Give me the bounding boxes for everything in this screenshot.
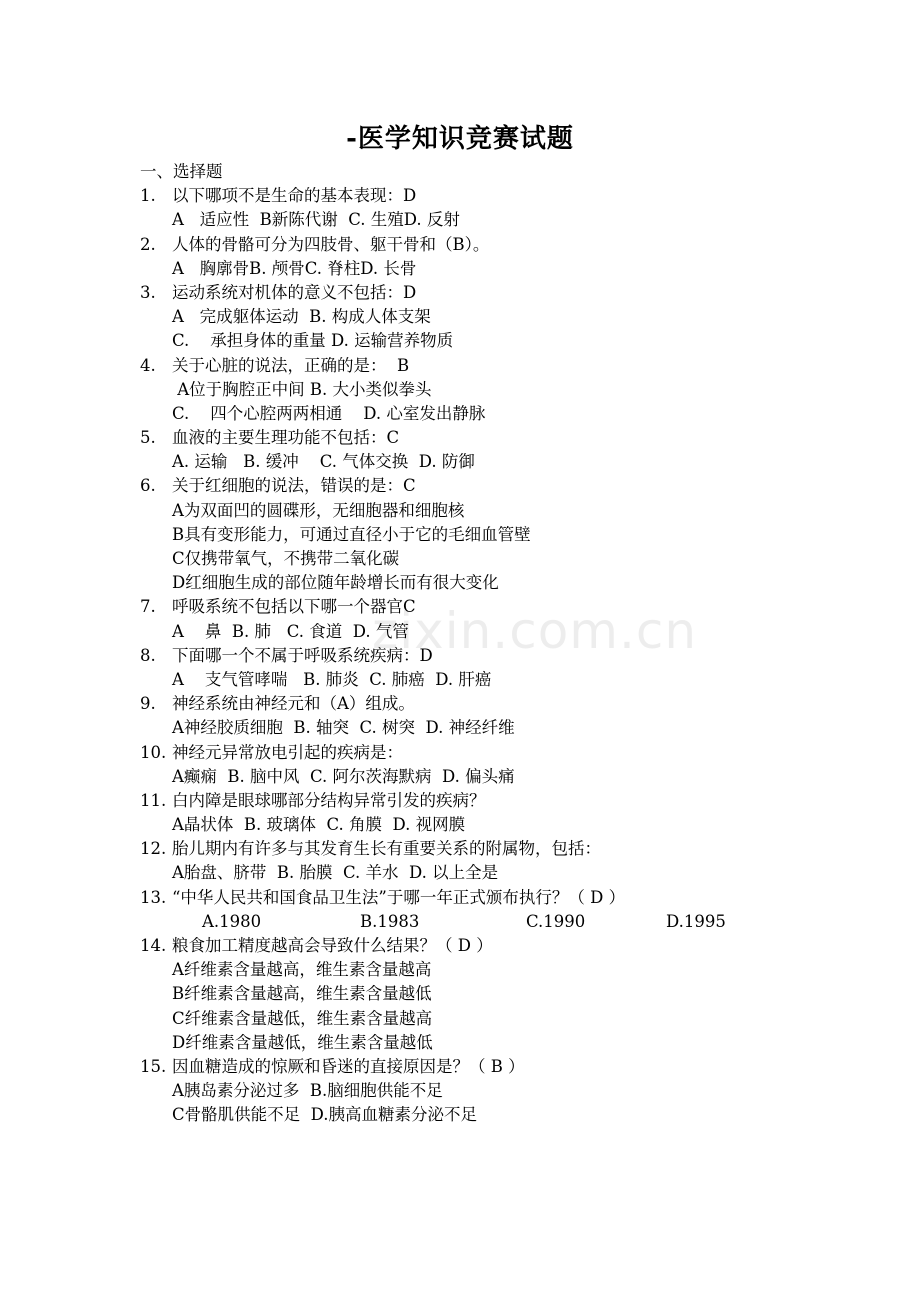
question-line xyxy=(140,474,860,498)
question-number: 8. xyxy=(140,645,156,665)
question-number: 15. xyxy=(140,1056,167,1076)
option-line xyxy=(140,910,860,934)
option-line: A纤维素含量越高，维生素含量越高 xyxy=(172,960,432,980)
question-line xyxy=(140,426,860,450)
question-line xyxy=(140,281,860,305)
section-heading: 一、选择题 xyxy=(140,162,223,181)
option-item: D.1995 xyxy=(666,911,726,931)
question-text: 呼吸系统不包括以下哪一个器官C xyxy=(172,597,416,617)
option-line: A癫痫 B. 脑中风 C. 阿尔茨海默病 D. 偏头痛 xyxy=(172,766,515,786)
question-text: 胎儿期内有许多与其发育生长有重要关系的附属物，包括： xyxy=(172,839,601,859)
watermark: zixin.com.cn xyxy=(372,602,698,660)
question-text: 因血糖造成的惊厥和昏迷的直接原因是？（ B ） xyxy=(172,1056,525,1076)
question-text: 运动系统对机体的意义不包括：D xyxy=(172,282,417,302)
question-text: 以下哪项不是生命的基本表现：D xyxy=(172,186,417,206)
question-line xyxy=(140,692,860,716)
option-line: A. 运输 B. 缓冲 C. 气体交换 D. 防御 xyxy=(172,452,475,472)
option-item: B.1983 xyxy=(360,911,420,931)
question-number: 11. xyxy=(140,790,167,810)
option-line: A 完成躯体运动 B. 构成人体支架 xyxy=(172,307,431,327)
option-line: A 胸廓骨B. 颅骨C. 脊柱D. 长骨 xyxy=(172,258,417,278)
question-number: 2. xyxy=(140,234,156,254)
option-line: C. 承担身体的重量 D. 运输营养物质 xyxy=(172,331,454,351)
option-line: A胎盘、脐带 B. 胎膜 C. 羊水 D. 以上全是 xyxy=(172,863,499,883)
option-item: C.1990 xyxy=(526,911,586,931)
option-line: A晶状体 B. 玻璃体 C. 角膜 D. 视网膜 xyxy=(172,815,466,835)
option-line: A为双面凹的圆碟形，无细胞器和细胞核 xyxy=(172,500,465,520)
question-text: 血液的主要生理功能不包括：C xyxy=(172,428,400,448)
question-number: 12. xyxy=(140,839,167,859)
option-line: D红细胞生成的部位随年龄增长而有很大变化 xyxy=(172,573,499,593)
question-line xyxy=(140,934,860,958)
question-number: 1. xyxy=(140,186,156,206)
option-line: B具有变形能力，可通过直径小于它的毛细血管壁 xyxy=(172,524,531,544)
question-text: 白内障是眼球哪部分结构异常引发的疾病？ xyxy=(172,790,486,810)
question-line xyxy=(140,233,860,257)
question-number: 3. xyxy=(140,282,156,302)
option-line: C仅携带氧气，不携带二氧化碳 xyxy=(172,549,400,568)
question-text: 神经系统由神经元和（A）组成。 xyxy=(172,694,415,714)
question-text: 关于心脏的说法，正确的是： B xyxy=(172,355,410,375)
question-lines xyxy=(140,184,860,1127)
question-number: 10. xyxy=(140,742,167,762)
option-line: C. 四个心腔两两相通 D. 心室发出静脉 xyxy=(172,403,486,423)
page-title: -医学知识竞赛试题 xyxy=(346,124,574,154)
option-line: C纤维素含量越低，维生素含量越高 xyxy=(172,1008,433,1028)
option-line: A位于胸腔正中间 B. 大小类似拳头 xyxy=(172,379,432,399)
question-number: 14. xyxy=(140,936,167,955)
question-text: 关于红细胞的说法，错误的是：C xyxy=(172,476,416,496)
question-text: 下面哪一个不属于呼吸系统疾病：D xyxy=(172,645,433,665)
option-line: A 鼻 B. 肺 C. 食道 D. 气管 xyxy=(172,621,409,641)
question-line xyxy=(140,1055,860,1079)
question-number: 6. xyxy=(140,476,156,496)
question-text: 粮食加工精度越高会导致什么结果？（ D ） xyxy=(172,936,493,955)
question-line xyxy=(140,184,860,208)
option-line: A 支气管哮喘 B. 肺炎 C. 肺癌 D. 肝癌 xyxy=(172,669,492,689)
question-number: 13. xyxy=(140,887,167,907)
question-line xyxy=(140,595,860,619)
question-line xyxy=(140,354,860,378)
option-line: A胰岛素分泌过多 B.脑细胞供能不足 xyxy=(172,1081,443,1101)
option-item: A.1980 xyxy=(202,911,262,931)
question-line xyxy=(140,741,860,765)
option-line: A神经胶质细胞 B. 轴突 C. 树突 D. 神经纤维 xyxy=(172,718,515,738)
question-number: 4. xyxy=(140,355,156,375)
option-line: D纤维素含量越低，维生素含量越低 xyxy=(172,1032,433,1052)
option-line: A 适应性 B新陈代谢 C. 生殖D. 反射 xyxy=(172,210,460,230)
question-line xyxy=(140,644,860,668)
question-number: 5. xyxy=(140,428,156,448)
question-text: 神经元异常放电引起的疾病是： xyxy=(172,742,403,762)
question-text: “中华人民共和国食品卫生法”于哪一年正式颁布执行？（ D ） xyxy=(172,887,626,907)
option-line: C骨骼肌供能不足 D.胰高血糖素分泌不足 xyxy=(172,1105,478,1125)
question-line xyxy=(140,837,860,861)
question-text: 人体的骨骼可分为四肢骨、躯干骨和（B）。 xyxy=(172,234,490,254)
question-list xyxy=(140,160,860,1128)
question-line xyxy=(140,789,860,813)
option-line: B纤维素含量越高，维生素含量越低 xyxy=(172,984,432,1004)
question-line xyxy=(140,886,860,910)
question-number: 7. xyxy=(140,597,156,617)
question-number: 9. xyxy=(140,694,156,714)
